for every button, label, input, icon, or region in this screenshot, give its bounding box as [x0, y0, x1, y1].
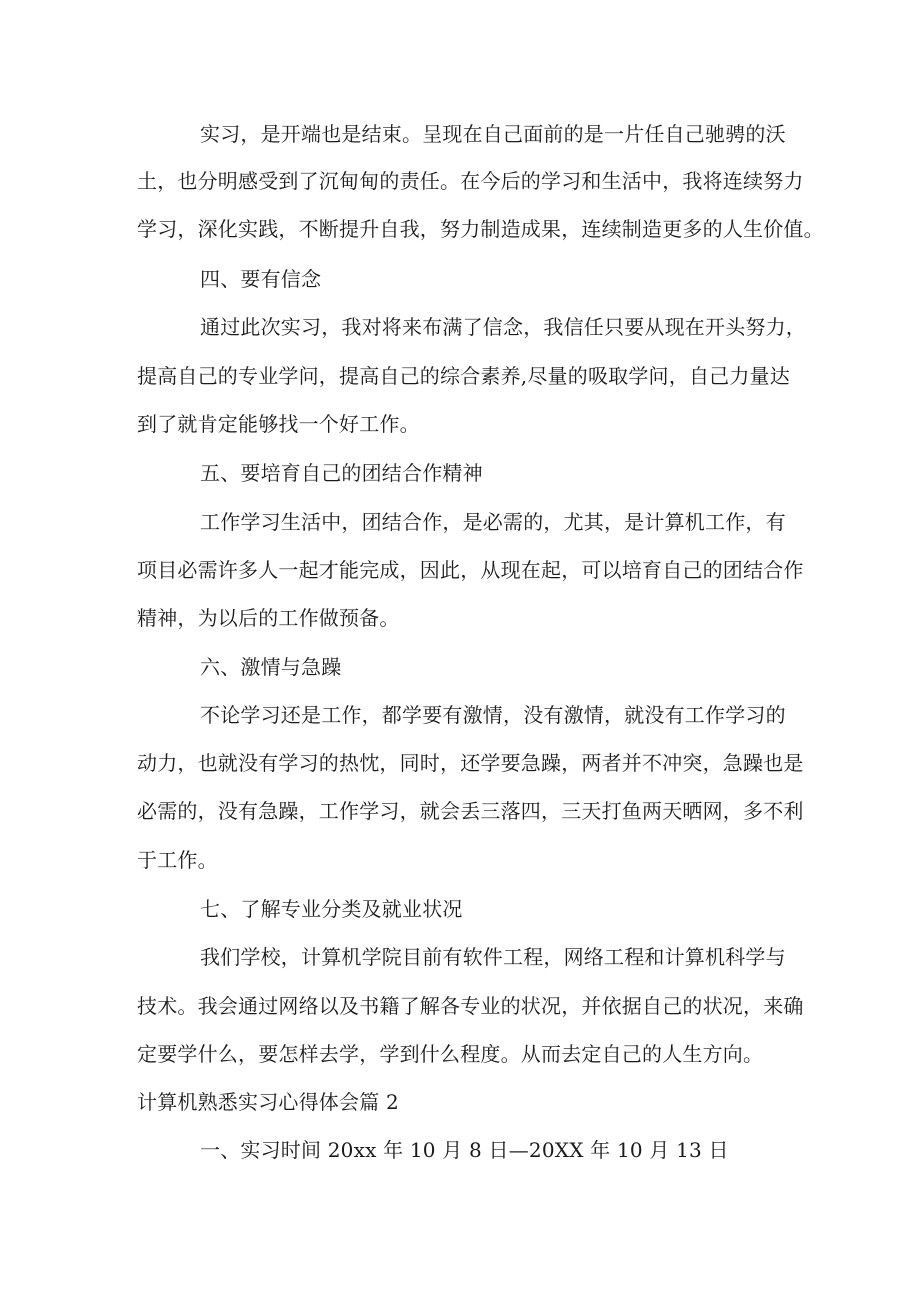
paragraph-line: 学习，深化实践，不断提升自我，努力制造成果，连续制造更多的人生价值。: [137, 217, 824, 241]
paragraph-line: 提高自己的专业学问，提高自己的综合素养,尽量的吸取学问，自己力量达: [137, 364, 790, 388]
paragraph-line: 技术。我会通过网络以及书籍了解各专业的状况，并依据自己的状况，来确: [137, 994, 804, 1018]
article-title: 计算机熟悉实习心得体会篇 2: [137, 1090, 399, 1114]
paragraph-line: 实习，是开端也是结束。呈现在自己面前的是一片任自己驰骋的沃: [200, 122, 786, 146]
section-heading: 四、要有信念: [200, 267, 322, 291]
section-heading: 六、激情与急躁: [200, 655, 342, 679]
paragraph-line: 项目必需许多人一起才能完成，因此，从现在起，可以培育自己的团结合作: [137, 558, 804, 582]
section-heading: 五、要培育自己的团结合作精神: [200, 461, 483, 485]
paragraph-line: 到了就肯定能够找一个好工作。: [137, 412, 420, 436]
section-heading: 一、实习时间 20xx 年 10 月 8 日—20XX 年 10 月 13 日: [200, 1138, 729, 1162]
paragraph-line: 工作学习生活中，团结合作，是必需的，尤其，是计算机工作，有: [200, 510, 786, 534]
paragraph-line: 必需的，没有急躁，工作学习，就会丢三落四，三天打鱼两天晒网，多不利: [137, 799, 804, 823]
paragraph-line: 于工作。: [137, 848, 218, 872]
paragraph-line: 定要学什么，要怎样去学，学到什么程度。从而去定自己的人生方向。: [137, 1042, 764, 1066]
paragraph-line: 土，也分明感受到了沉甸甸的责任。在今后的学习和生活中，我将连续努力: [137, 169, 804, 193]
paragraph-line: 动力，也就没有学习的热忱，同时，还学要急躁，两者并不冲突，急躁也是: [137, 751, 804, 775]
section-heading: 七、了解专业分类及就业状况: [200, 897, 463, 921]
paragraph-line: 我们学校，计算机学院目前有软件工程，网络工程和计算机科学与: [200, 945, 786, 969]
paragraph-line: 通过此次实习，我对将来布满了信念，我信任只要从现在开头努力，: [200, 315, 806, 339]
paragraph-line: 不论学习还是工作，都学要有激情，没有激情，就没有工作学习的: [200, 703, 786, 727]
paragraph-line: 精神，为以后的工作做预备。: [137, 606, 400, 630]
